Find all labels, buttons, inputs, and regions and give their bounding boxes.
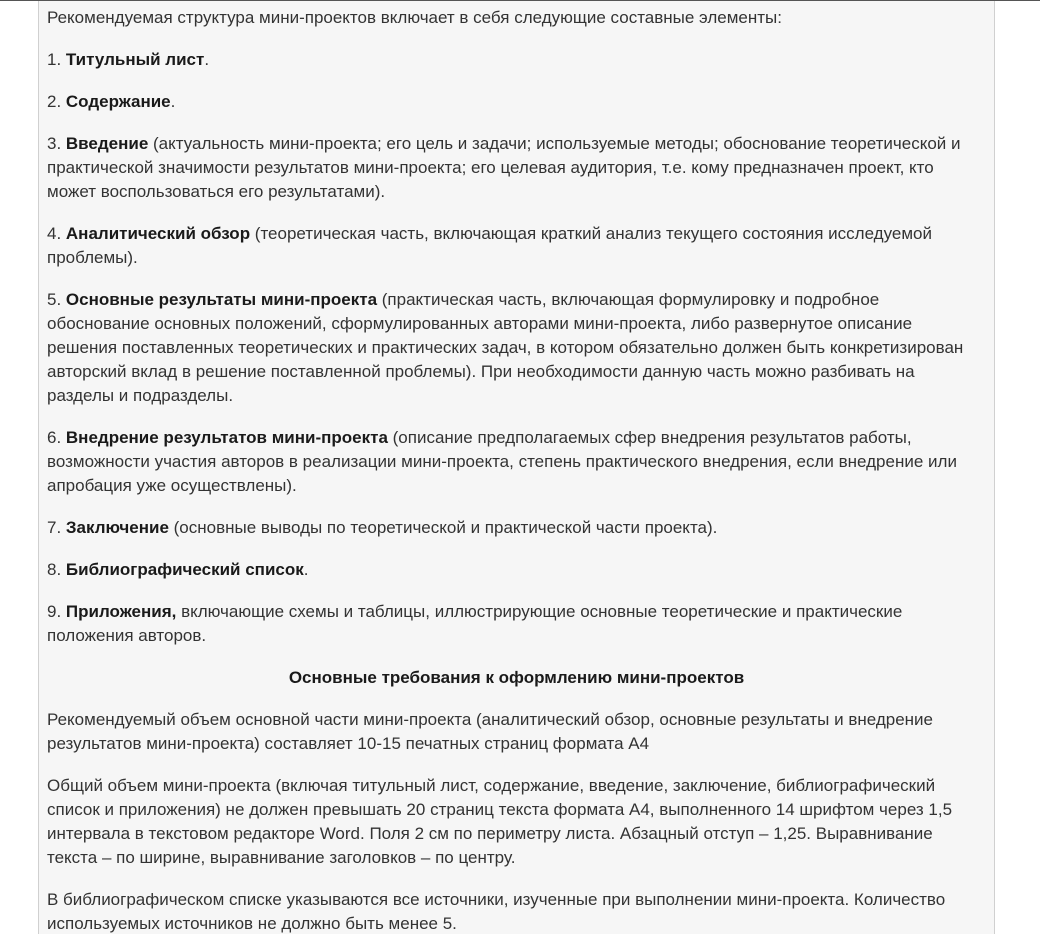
- item-number: 3.: [47, 134, 66, 153]
- item-title: Титульный лист: [65, 50, 205, 69]
- list-item: [47, 288, 986, 408]
- section-heading: Основные требования к оформлению мини-проектов: [288, 668, 745, 687]
- item-description: .: [303, 560, 309, 579]
- item-number: 7.: [47, 518, 66, 537]
- item-title: Библиографический список: [65, 560, 304, 579]
- requirements-paragraph: Рекомендуемый объем основной части мини-проекта (аналитический обзор, основные результаты и внедрение результатов мини-проекта) составляет 10-15 печатных страниц формата А4: [47, 710, 934, 753]
- list-item: [47, 516, 986, 540]
- item-number: 9.: [47, 602, 66, 621]
- list-item: [47, 48, 986, 72]
- item-title: Основные результаты мини-проекта: [65, 290, 378, 309]
- item-number: 8.: [47, 560, 66, 579]
- item-number: 4.: [47, 224, 66, 243]
- item-title: Внедрение результатов мини-проекта: [65, 428, 388, 447]
- item-number: 6.: [47, 428, 66, 447]
- item-number: 1.: [47, 50, 66, 69]
- list-item: [47, 558, 986, 582]
- item-title: Введение: [65, 134, 149, 153]
- intro-paragraph: Рекомендуемая структура мини-проектов включает в себя следующие составные элементы:: [47, 8, 782, 27]
- item-title: Содержание: [65, 92, 171, 111]
- item-title: Приложения,: [65, 602, 177, 621]
- item-description: (теоретическая часть, включающая краткий анализ текущего состояния исследуемой проблемы).: [47, 224, 932, 267]
- requirements-paragraph: Общий объем мини-проекта (включая титульный лист, содержание, введение, заключение, библиографический список и приложения) не должен превышать 20 страниц текста формата А4, выполненного 14 шрифтом через 1,5 интервала в текстовом редакторе Word. Поля 2 см по периметру листа. Абзацный отступ – 1,25. Выравнивание текста – по ширине, выравнивание заголовков – по центру.: [47, 776, 953, 867]
- item-description: (практическая часть, включающая формулировку и подробное обоснование основных положений, сформулированных авторами мини-проекта, либо развернутое описание решения поставленных теоретических и практических задач, в котором обязательно должен быть конкретизирован авторский вклад в решение поставленной проблемы). При необходимости данную часть можно разбивать на разделы и подразделы.: [47, 290, 964, 405]
- list-item: [47, 222, 986, 270]
- item-description: (описание предполагаемых сфер внедрения результатов работы, возможности участия авторов в реализации мини-проекта, степень практического внедрения, если внедрение или апробация уже осуществлены).: [47, 428, 957, 495]
- requirements-paragraph: В библиографическом списке указываются все источники, изученные при выполнении мини-проекта. Количество используемых источников не должно быть менее 5.: [47, 890, 946, 933]
- item-description: (актуальность мини-проекта; его цель и задачи; используемые методы; обоснование теоретической и практической значимости результатов мини-проекта; его целевая аудитория, т.е. кому предназначен проект, кто может воспользоваться его результатами).: [47, 134, 961, 201]
- list-item: [47, 600, 986, 648]
- item-title: Аналитический обзор: [65, 224, 251, 243]
- item-number: 5.: [47, 290, 66, 309]
- list-item: [47, 426, 986, 498]
- item-number: 2.: [47, 92, 66, 111]
- item-description: .: [170, 92, 176, 111]
- item-description: включающие схемы и таблицы, иллюстрирующие основные теоретические и практические положения авторов.: [47, 602, 903, 645]
- document-content: [38, 1, 995, 934]
- list-item: [47, 90, 986, 114]
- item-description: .: [204, 50, 210, 69]
- item-description: (основные выводы по теоретической и практической части проекта).: [168, 518, 718, 537]
- item-title: Заключение: [65, 518, 169, 537]
- list-item: [47, 132, 986, 204]
